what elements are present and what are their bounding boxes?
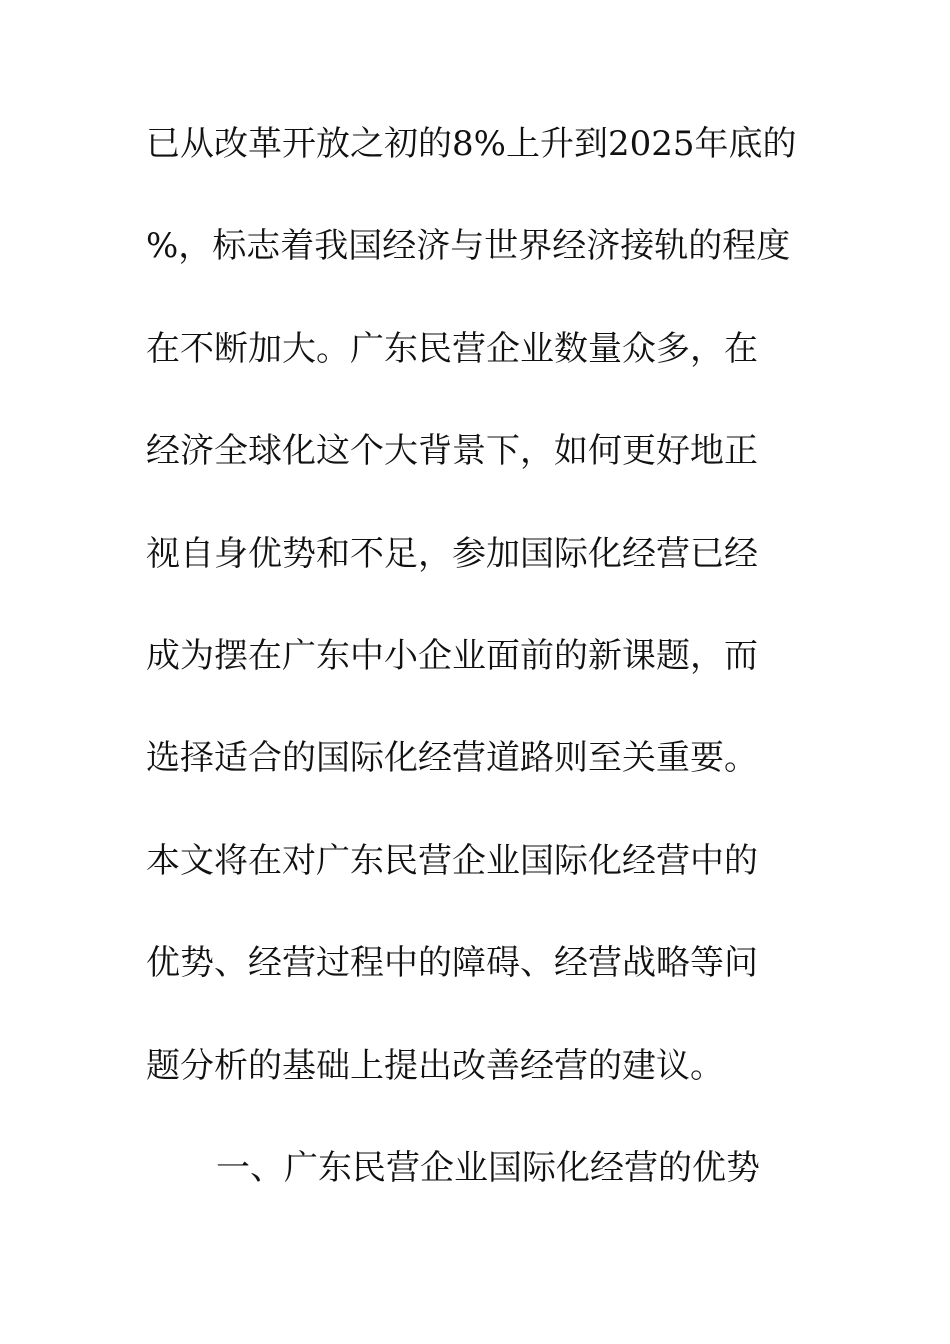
paragraph-line-8: 本文将在对广东民营企业国际化经营中的 [146, 840, 758, 881]
paragraph-line-5: 视自身优势和不足，参加国际化经营已经 [146, 533, 758, 574]
paragraph-line-1: 已从改革开放之初的8%上升到2025年底的 [146, 124, 797, 164]
paragraph-line-7: 选择适合的国际化经营道路则至关重要。 [146, 738, 758, 779]
paragraph-line-6: 成为摆在广东中小企业面前的新课题，而 [146, 635, 758, 676]
section-heading: 一、广东民营企业国际化经营的优势 [216, 1147, 760, 1188]
paragraph-line-9: 优势、经营过程中的障碍、经营战略等问 [146, 943, 758, 984]
paragraph-line-4: 经济全球化这个大背景下，如何更好地正 [146, 431, 758, 472]
document-body [146, 124, 806, 1250]
paragraph-line-3: 在不断加大。广东民营企业数量众多，在 [146, 328, 758, 369]
paragraph-line-2: %，标志着我国经济与世界经济接轨的程度 [146, 226, 791, 267]
paragraph-line-10: 题分析的基础上提出改善经营的建议。 [146, 1045, 724, 1086]
